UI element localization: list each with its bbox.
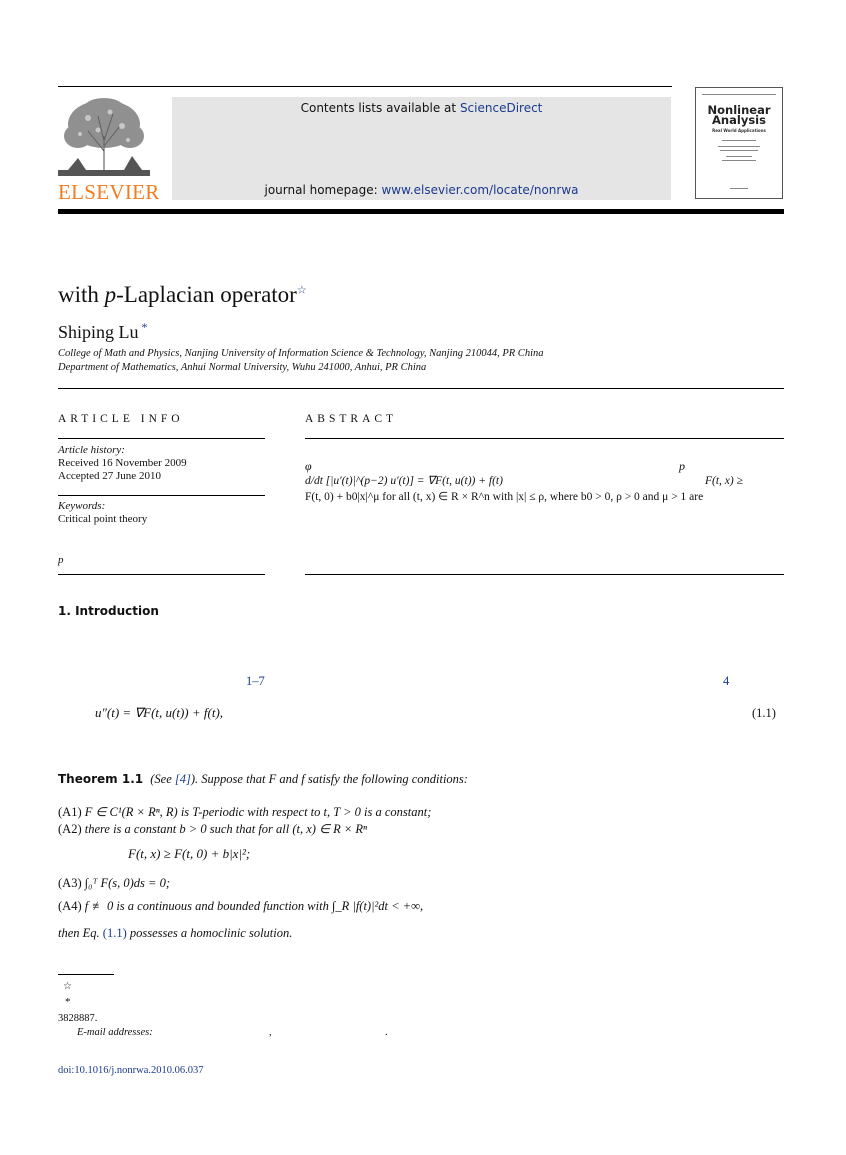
abstract-rule-bottom: [305, 574, 784, 575]
journal-homepage-link[interactable]: www.elsevier.com/locate/nonrwa: [381, 183, 579, 197]
title-divider: [58, 388, 784, 389]
theorem-1-1: [58, 772, 468, 787]
author-line: [58, 320, 148, 343]
article-info-heading: ARTICLE INFO: [58, 413, 184, 425]
cover-title: [696, 105, 782, 125]
contents-line: [172, 101, 671, 115]
email-separator-comma: ,: [269, 1027, 272, 1038]
intro-heading: 1. Introduction: [58, 604, 159, 618]
footnote-rule: [58, 974, 114, 975]
journal-cover-thumbnail: [695, 87, 783, 199]
a4-label: (A4): [58, 899, 82, 913]
a3-text: ∫₀ᵀ F(s, 0)ds = 0;: [84, 876, 170, 890]
cover-title-line-1: Nonlinear: [707, 103, 771, 117]
abstract-eq-right: F(t, x) ≥: [705, 475, 743, 487]
ref-4-link[interactable]: 4: [723, 674, 730, 688]
equation-1-1: u″(t) = ∇F(t, u(t)) + f(t),: [95, 705, 224, 720]
theorem-cite-post: ).: [190, 772, 199, 786]
condition-a2: [58, 821, 367, 837]
a1-label: (A1): [58, 805, 82, 819]
cover-subtitle: Real World Applications: [712, 128, 766, 133]
author-footnote-mark[interactable]: *: [141, 320, 148, 334]
publisher-logo-text: ELSEVIER: [58, 180, 160, 204]
theorem-cite-ref[interactable]: [4]: [174, 772, 191, 786]
a2-inequality: F(t, x) ≥ F(t, 0) + b|x|²;: [128, 846, 251, 861]
title-suffix: -Laplacian operator: [116, 282, 297, 307]
keywords-label: Keywords:: [58, 500, 106, 512]
ref-range-link[interactable]: 1–7: [246, 674, 265, 688]
info-rule-2: [58, 495, 265, 496]
abstract-line-3: F(t, 0) + b0|x|^μ for all (t, x) ∈ R × R^n with |x| ≤ ρ, where b0 > 0, ρ > 0 and μ > 1 are: [305, 491, 704, 503]
elsevier-tree-logo: [58, 96, 150, 180]
keyword-1: Critical point theory: [58, 513, 148, 525]
history-label: Article history:: [58, 444, 125, 456]
header-top-rule: [58, 86, 672, 87]
accepted-date: Accepted 27 June 2010: [58, 470, 161, 482]
a3-label: (A3): [58, 876, 82, 890]
conclusion-pre: then Eq.: [58, 926, 103, 940]
a4-text: f ≢ 0 is a continuous and bounded function with ∫_R |f(t)|²dt < +∞,: [84, 899, 424, 913]
title-footnote-star[interactable]: ☆: [296, 284, 307, 297]
abstract-equation: d/dt [|u′(t)|^(p−2) u′(t)] = ∇F(t, u(t)) + f(t): [305, 475, 503, 487]
homepage-prefix: journal homepage:: [264, 183, 382, 197]
footnote-asterisk: *: [65, 996, 71, 1008]
keyword-2: p: [58, 554, 64, 566]
title-p-symbol: p: [104, 282, 117, 307]
email-separator-period: .: [385, 1027, 388, 1038]
abstract-p: p: [679, 459, 685, 473]
affiliation-2: Department of Mathematics, Anhui Normal University, Wuhu 241000, Anhui, PR China: [58, 362, 427, 373]
header-bottom-rule: [58, 209, 784, 214]
a1-text: F ∈ C¹(R × Rⁿ, R) is T-periodic with respect to t, T > 0 is a constant;: [84, 805, 432, 819]
conclusion-post: possesses a homoclinic solution.: [126, 926, 293, 940]
abstract-phi: φ: [305, 459, 312, 473]
contents-prefix: Contents lists available at: [300, 101, 460, 115]
theorem-cite-pre: (See: [150, 772, 175, 786]
condition-a1: [58, 804, 431, 820]
homepage-line: [172, 183, 671, 197]
info-rule-3: [58, 574, 265, 575]
sciencedirect-link[interactable]: ScienceDirect: [459, 101, 543, 115]
author-name: Shiping Lu: [58, 322, 139, 342]
theorem-text: Suppose that F and f satisfy the following conditions:: [201, 772, 468, 786]
equation-number: (1.1): [752, 706, 776, 720]
footnote-star: ☆: [63, 981, 72, 992]
condition-a3: [58, 876, 170, 891]
theorem-conclusion: [58, 926, 292, 941]
abstract-rule-top: [305, 438, 784, 439]
doi-link[interactable]: doi:10.1016/j.nonrwa.2010.06.037: [58, 1065, 204, 1076]
condition-a4: [58, 899, 423, 914]
info-rule-1: [58, 438, 265, 439]
article-title: [58, 282, 307, 308]
affiliation-1: College of Math and Physics, Nanjing University of Information Science & Technology, Nanjing 210044, PR China: [58, 348, 544, 359]
received-date: Received 16 November 2009: [58, 457, 187, 469]
theorem-label: Theorem 1.1: [58, 772, 144, 786]
cover-title-line-2: Analysis: [712, 113, 766, 127]
conclusion-ref-link[interactable]: (1.1): [102, 926, 127, 940]
abstract-heading: ABSTRACT: [305, 413, 398, 425]
title-prefix: with: [58, 282, 105, 307]
footnote-phone-tail: 3828887.: [58, 1013, 98, 1024]
journal-banner: [172, 97, 671, 200]
a2-label: (A2): [58, 822, 82, 836]
a2-text: there is a constant b > 0 such that for all (t, x) ∈ R × Rⁿ: [84, 822, 367, 836]
email-label: E-mail addresses:: [77, 1027, 153, 1038]
